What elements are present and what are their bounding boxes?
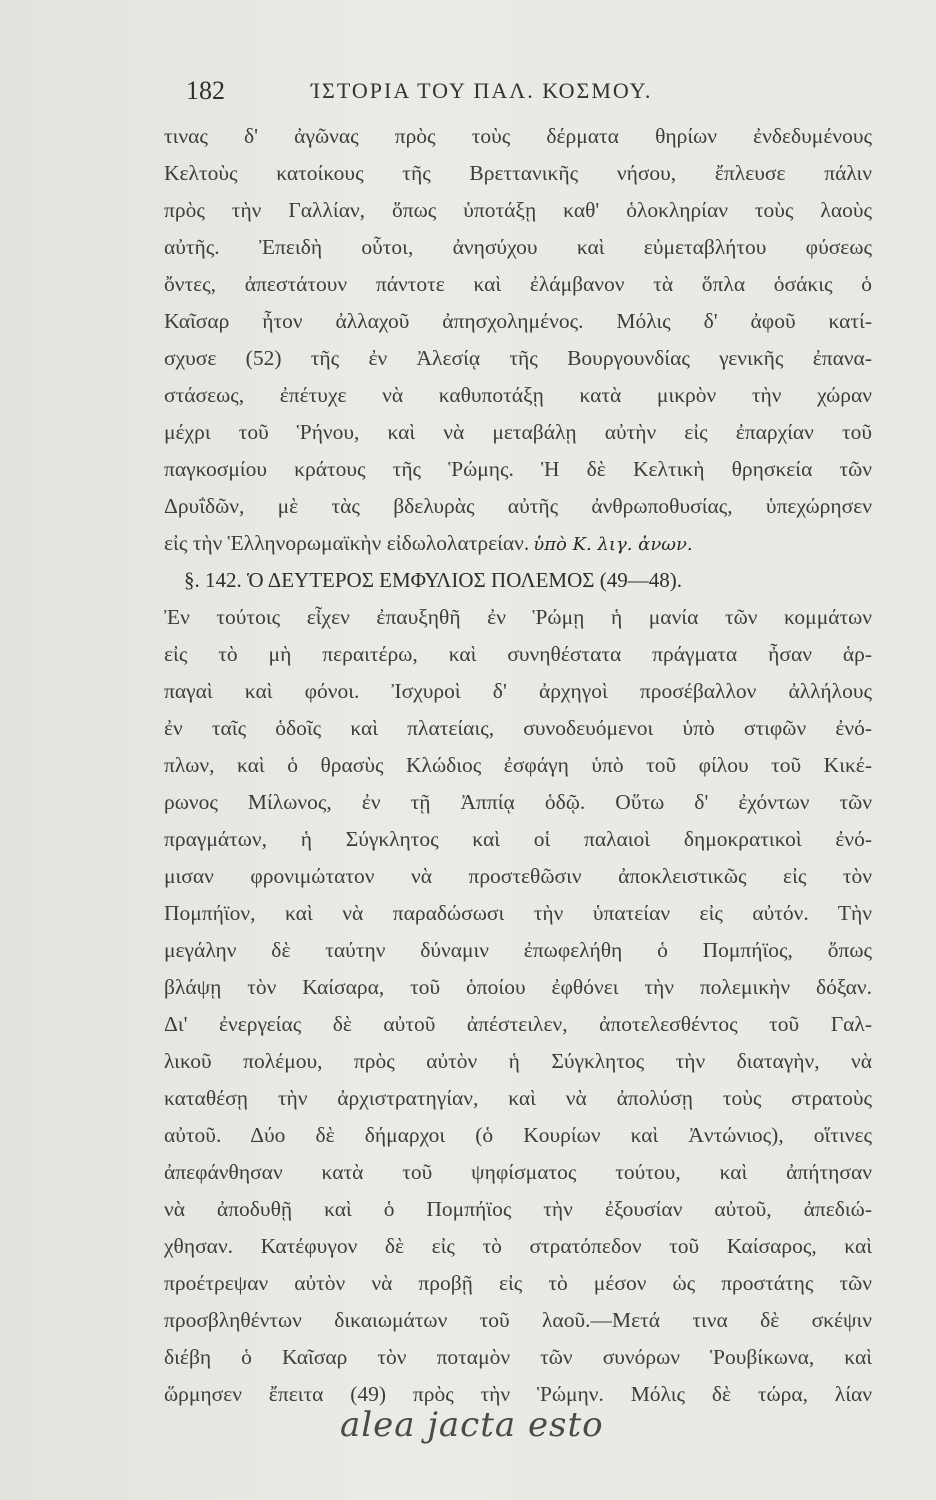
page-header [186,66,866,106]
text-line: προέτρεψαν αὐτὸν νὰ προβῇ εἰς τὸ μέσον ὡς προστάτης τῶν [164,1271,872,1295]
text-line: πλων, καὶ ὁ θρασὺς Κλώδιος ἐσφάγη ὑπὸ τοῦ φίλου τοῦ Κικέ- [164,753,872,777]
running-title: ΊΣΤΟΡΙΑ ΤΟΥ ΠΑΛ. ΚΟΣΜΟΥ. [311,78,653,103]
text-line: προσβληθέντων δικαιωμάτων τοῦ λαοῦ.—Μετά τινα δὲ σκέψιν [164,1308,872,1332]
text-line: Καῖσαρ ἦτον ἀλλαχοῦ ἀπησχολημένος. Μόλις δ' ἀφοῦ κατί- [164,309,872,333]
text-line: αὐτῆς. Ἐπειδὴ οὗτοι, ἀνησύχου καὶ εὐμεταβλήτου φύσεως [164,235,872,259]
text-line: τινας δ' ἀγῶνας πρὸς τοὺς δέρματα θηρίων ἐνδεδυμένους [164,124,872,148]
text-line: Πομπήϊον, καὶ νὰ παραδώσωσι τὴν ὑπατείαν εἰς αὐτόν. Τὴν [164,901,872,925]
text-line-end: εἰς τὴν Ἑλληνορωμαϊκὴν εἰδωλολατρείαν. [164,531,530,555]
text-line: ὄντες, ἀπεστάτουν πάντοτε καὶ ἐλάμβανον τὰ ὅπλα ὁσάκις ὁ [164,272,872,296]
text-line: Δρυΐδῶν, μὲ τὰς βδελυρὰς αὐτῆς ἀνθρωποθυσίας, ὑπεχώρησεν [164,494,872,518]
text-line: καταθέσῃ τὴν ἀρχιστρατηγίαν, καὶ νὰ ἀπολύσῃ τοὺς στρατοὺς [164,1086,872,1110]
text-line: διέβη ὁ Καῖσαρ τὸν ποταμὸν τῶν συνόρων Ῥουβίκωνα, καὶ [164,1345,872,1369]
text-line: αὐτοῦ. Δύο δὲ δήμαρχοι (ὁ Κουρίων καὶ Ἀντώνιος), οἵτινες [164,1123,872,1147]
text-line: πραγμάτων, ἡ Σύγκλητος καὶ οἱ παλαιοὶ δημοκρατικοὶ ἐνό- [164,827,872,851]
text-line: ρωνος Μίλωνος, ἐν τῇ Ἀππίᾳ ὁδῷ. Οὕτω δ' ἐχόντων τῶν [164,790,872,814]
handwritten-footer-note: alea jacta esto [340,1405,604,1445]
text-line: παγκοσμίου κράτους τῆς Ῥώμης. Ἡ δὲ Κελτικὴ θρησκεία τῶν [164,457,872,481]
text-line: πρὸς τὴν Γαλλίαν, ὅπως ὑποτάξῃ καθ' ὁλοκληρίαν τοὺς λαοὺς [164,198,872,222]
text-line: παγαὶ καὶ φόνοι. Ἰσχυροὶ δ' ἀρχηγοὶ προσέβαλλον ἀλλήλους [164,679,872,703]
text-line: σχυσε (52) τῆς ἐν Ἀλεσίᾳ τῆς Βουργουνδίας γενικῆς ἐπανα- [164,346,872,370]
inline-handwritten-note: ὑπὸ Κ. λιγ. ἀνων. [533,534,693,555]
text-line: Δι' ἐνεργείας δὲ αὐτοῦ ἀπέστειλεν, ἀποτελεσθέντος τοῦ Γαλ- [164,1012,872,1036]
text-line: βλάψῃ τὸν Καίσαρα, τοῦ ὁποίου ἐφθόνει τὴν πολεμικὴν δόξαν. [164,975,872,999]
text-line: μισαν φρονιμώτατον νὰ προστεθῶσιν ἀποκλειστικῶς εἰς τὸν [164,864,872,888]
body-text [164,118,872,1413]
text-line-with-note [164,525,872,562]
text-line: ὥρμησεν ἔπειτα (49) πρὸς τὴν Ῥώμην. Μόλις δὲ τώρα, λίαν [164,1382,872,1406]
text-line: εἰς τὸ μὴ περαιτέρω, καὶ συνηθέστατα πράγματα ἦσαν ἁρ- [164,642,872,666]
text-line: Κελτοὺς κατοίκους τῆς Βρεττανικῆς νήσου, ἔπλευσε πάλιν [164,161,872,185]
text-line: Ἐν τούτοις εἶχεν ἐπαυξηθῆ ἐν Ῥώμῃ ἡ μανία τῶν κομμάτων [164,605,872,629]
text-line: ἐν ταῖς ὁδοῖς καὶ πλατείαις, συνοδευόμενοι ὑπὸ στιφῶν ἐνό- [164,716,872,740]
text-line: νὰ ἀποδυθῇ καὶ ὁ Πομπήϊος τὴν ἐξουσίαν αὐτοῦ, ἀπεδιώ- [164,1197,872,1221]
text-line: στάσεως, ἐπέτυχε νὰ καθυποτάξῃ κατὰ μικρὸν τὴν χώραν [164,383,872,407]
page-number: 182 [186,76,225,105]
text-line: ἀπεφάνθησαν κατὰ τοῦ ψηφίσματος τούτου, καὶ ἀπήτησαν [164,1160,872,1184]
text-line: λικοῦ πολέμου, πρὸς αὐτὸν ἡ Σύγκλητος τὴν διαταγὴν, νὰ [164,1049,872,1073]
text-line: μεγάλην δὲ ταύτην δύναμιν ἐπωφελήθη ὁ Πομπήϊος, ὅπως [164,938,872,962]
section-heading: §. 142. Ὁ ΔΕΥΤΕΡΟΣ ΕΜΦΥΛΙΟΣ ΠΟΛΕΜΟΣ (49—48). [184,568,682,592]
text-line: χθησαν. Κατέφυγον δὲ εἰς τὸ στρατόπεδον τοῦ Καίσαρος, καὶ [164,1234,872,1258]
text-line: μέχρι τοῦ Ῥήνου, καὶ νὰ μεταβάλῃ αὐτὴν εἰς ἐπαρχίαν τοῦ [164,420,872,444]
